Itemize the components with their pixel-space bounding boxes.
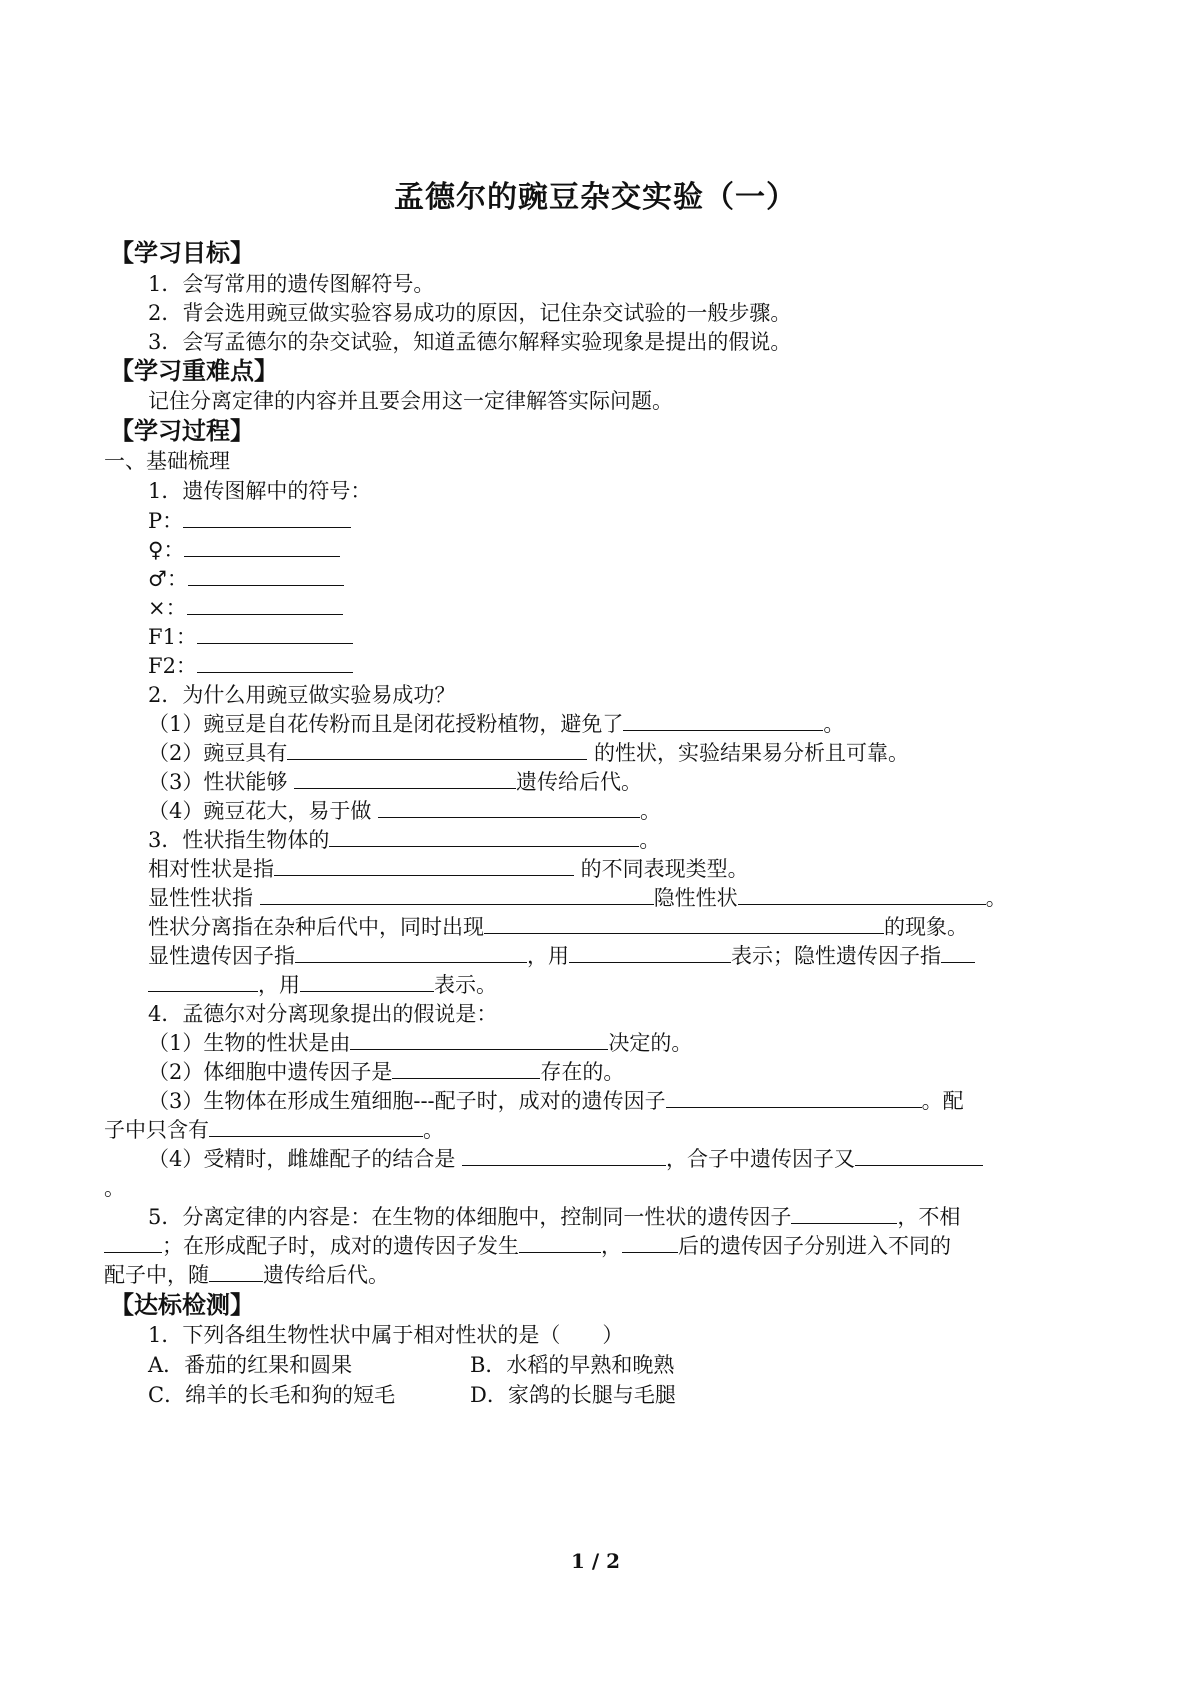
question-4-item: （1）生物的性状是由 决定的。 [148,1031,693,1055]
question-5: 5．分离定律的内容是：在生物的体细胞中，控制同一性状的遗传因子 ，不相 [148,1205,961,1229]
goal-item: 2．背会选用豌豆做实验容易成功的原因，记住杂交试验的一般步骤。 [148,301,792,325]
option-b: B．水稻的早熟和晚熟 [470,1353,675,1377]
question-3-item: 相对性状是指 的不同表现类型。 [148,857,749,881]
page-title: 孟德尔的豌豆杂交实验（一） [394,180,797,215]
section-key-points: 【学习重难点】 [110,356,278,385]
question-3-item: 性状分离指在杂种后代中，同时出现 的现象。 [148,915,968,939]
option-a: A．番茄的红果和圆果 [148,1353,353,1377]
blank-line[interactable] [855,1145,983,1166]
question-4-item: 子中只含有 。 [104,1118,444,1142]
goal-item: 3．会写孟德尔的杂交试验，知道孟德尔解释实验现象是提出的假说。 [148,330,792,354]
blank-line[interactable] [378,797,640,818]
symbol-row [148,536,340,564]
question-2: 2．为什么用豌豆做实验易成功？ [148,683,456,707]
section-learning-process: 【学习过程】 [110,416,254,445]
blank-line[interactable] [274,855,574,876]
blank-line[interactable] [209,1116,423,1137]
blank-line[interactable] [941,942,975,963]
option-d: D．家鸽的长腿与毛腿 [470,1383,676,1407]
question-5-item: 配子中，随 遗传给后代。 [104,1263,389,1287]
blank-line[interactable] [519,1232,601,1253]
question-3-item: 显性性状指 隐性性状 。 [148,886,1007,910]
blank-line[interactable] [260,884,654,905]
blank-line[interactable] [187,594,343,615]
blank-line[interactable] [294,768,516,789]
symbol-label: P： [148,509,184,533]
blank-line[interactable] [569,942,731,963]
symbol-row [148,565,344,593]
blank-line[interactable] [666,1087,922,1108]
blank-line[interactable] [300,971,434,992]
question-2-item: （2）豌豆具有 的性状，实验结果易分析且可靠。 [148,741,910,765]
question-2-item: （1）豌豆是自花传粉而且是闭花授粉植物，避免了 。 [148,712,845,736]
blank-line[interactable] [148,971,258,992]
symbol-row [148,594,343,622]
section-assessment: 【达标检测】 [110,1290,254,1319]
symbol-row [148,623,353,651]
symbol-label: F2： [148,654,197,678]
blank-line[interactable] [738,884,986,905]
blank-line[interactable] [184,536,340,557]
symbol-label: ♂： [148,567,188,591]
test-question-1: 1．下列各组生物性状中属于相对性状的是（ ） [148,1323,624,1347]
question-3-item: 显性遗传因子指 ，用 表示；隐性遗传因子指 [148,942,975,970]
blank-line[interactable] [197,623,353,644]
blank-line[interactable] [287,739,587,760]
question-3: 3．性状指生物体的 。 [148,828,661,852]
symbol-label: F1： [148,625,197,649]
question-4-item: （2）体细胞中遗传因子是 存在的。 [148,1060,625,1084]
part-heading: 一、基础梳理 [104,449,230,473]
question-4-item: 。 [104,1176,125,1200]
blank-line[interactable] [462,1145,666,1166]
symbol-row [148,507,351,535]
blank-line[interactable] [350,1029,608,1050]
symbol-label: ×： [148,596,187,620]
blank-line[interactable] [209,1261,263,1282]
question-4: 4．孟德尔对分离现象提出的假说是： [148,1002,498,1026]
blank-line[interactable] [484,913,884,934]
blank-line[interactable] [623,710,823,731]
page-number: 1 / 2 [570,1549,621,1573]
blank-line[interactable] [622,1232,678,1253]
blank-line[interactable] [329,826,639,847]
blank-line[interactable] [197,652,353,673]
symbol-row [148,652,353,680]
question-3-item: ，用 表示。 [148,971,497,999]
question-1: 1．遗传图解中的符号： [148,479,372,503]
question-4-item: （3）生物体在形成生殖细胞---配子时，成对的遗传因子 。配 [148,1089,964,1113]
symbol-label: ♀： [148,538,185,562]
question-2-item: （4）豌豆花大，易于做 。 [148,799,662,823]
section-learning-goals: 【学习目标】 [110,238,254,267]
blank-line[interactable] [104,1232,162,1253]
question-4-item: （4）受精时，雌雄配子的结合是 ，合子中遗传因子又 [148,1145,983,1173]
key-text: 记住分离定律的内容并且要会用这一定律解答实际问题。 [148,389,673,413]
blank-line[interactable] [392,1058,540,1079]
option-c: C．绵羊的长毛和狗的短毛 [148,1383,396,1407]
blank-line[interactable] [188,565,344,586]
blank-line[interactable] [791,1203,897,1224]
goal-item: 1．会写常用的遗传图解符号。 [148,272,435,296]
blank-line[interactable] [295,942,527,963]
question-2-item: （3）性状能够 遗传给后代。 [148,770,643,794]
blank-line[interactable] [183,507,351,528]
question-5-item: ；在形成配子时，成对的遗传因子发生 ， 后的遗传因子分别进入不同的 [104,1232,951,1260]
